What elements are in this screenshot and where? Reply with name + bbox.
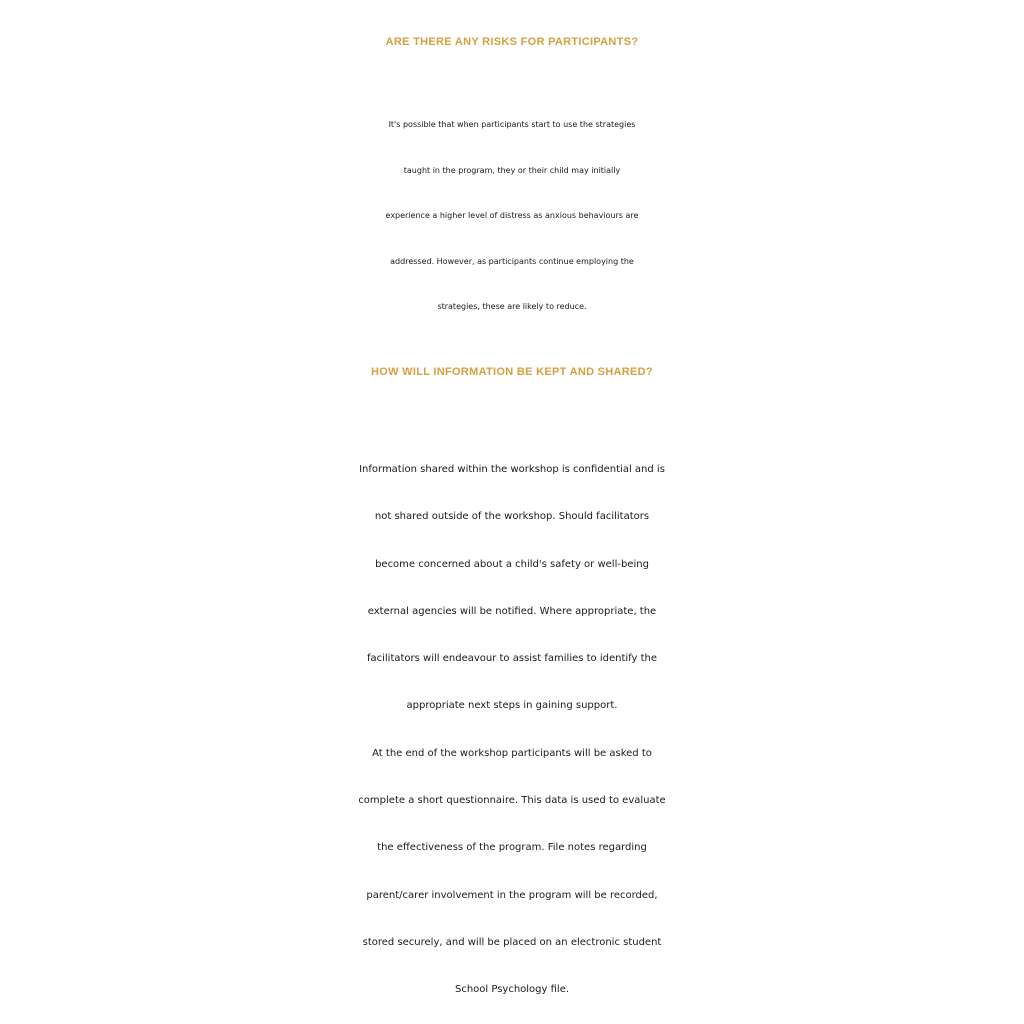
risks-line: addressed. However, as participants continue employing the [390,256,634,266]
information-line: complete a short questionnaire. This data is used to evaluate [358,795,666,807]
information-line: appropriate next steps in gaining support. [406,700,618,712]
risks-heading: ARE THERE ANY RISKS FOR PARTICIPANTS? [385,36,639,48]
risks-line: taught in the program, they or their child may initially [403,165,621,175]
information-line: become concerned about a child's safety or well-being [375,558,649,570]
risks-line: experience a higher level of distress as anxious behaviours are [385,211,639,220]
information-heading: HOW WILL INFORMATION BE KEPT AND SHARED? [371,366,653,378]
risks-line: strategies, these are likely to reduce. [437,302,587,311]
information-line: parent/carer involvement in the program will be recorded, [366,889,658,901]
information-line: At the end of the workshop participants will be asked to [372,747,652,759]
risks-paragraph [0,102,1024,330]
information-line: facilitators will endeavour to assist families to identify the [366,653,658,665]
information-line: stored securely, and will be placed on an electronic student [362,936,662,948]
information-line: not shared outside of the workshop. Should facilitators [374,511,650,523]
information-line: Information shared within the workshop is confidential and is [359,464,665,475]
information-line: the effectiveness of the program. File notes regarding [377,842,647,854]
information-line: external agencies will be notified. Where appropriate, the [367,605,657,617]
information-line: School Psychology file. [454,984,570,996]
information-paragraph [0,446,1024,1014]
risks-line: It's possible that when participants start to use the strategies [388,120,636,129]
